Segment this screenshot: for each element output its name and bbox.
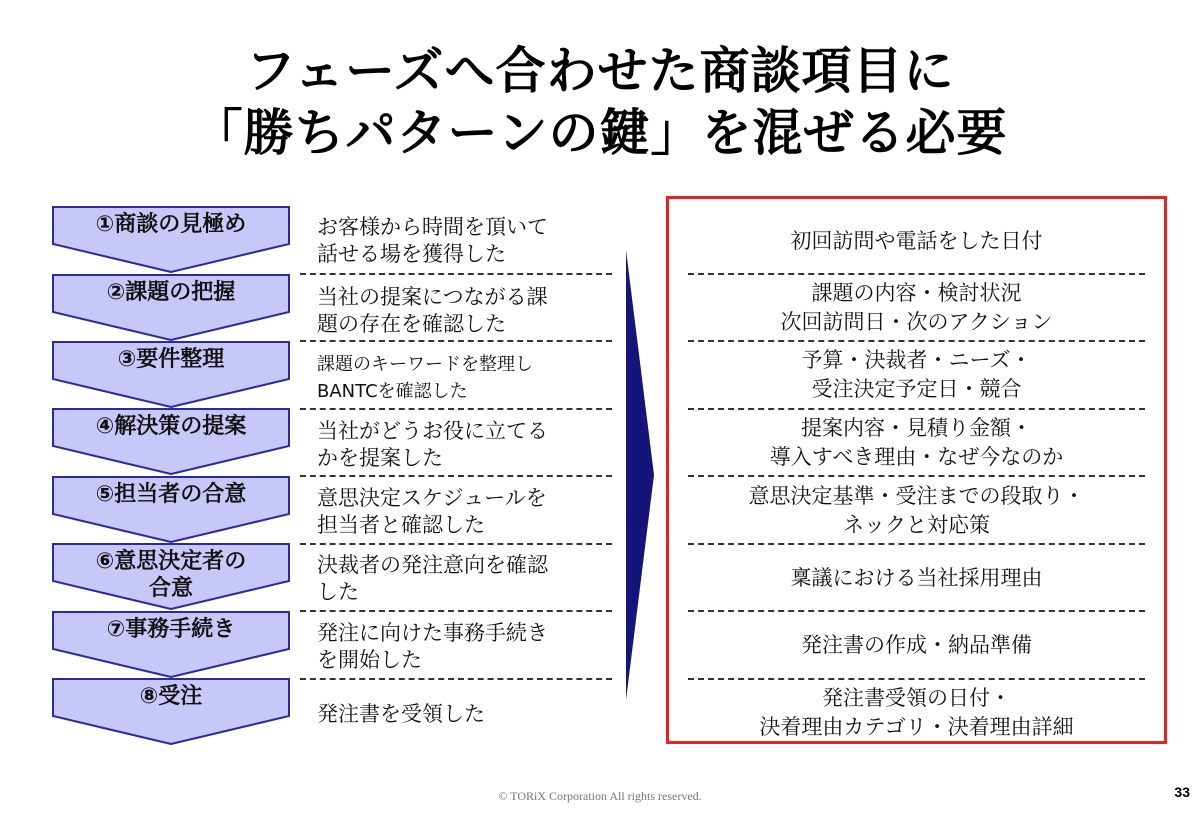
phase-description-1 — [317, 214, 617, 268]
row-divider — [300, 340, 612, 342]
phase-label: ⑤担当者の合意 — [95, 482, 247, 507]
description-line: 当社がどうお役に立てる — [317, 419, 548, 443]
phase-label: ⑧受注 — [139, 684, 203, 709]
page-number: 33 — [1174, 784, 1190, 800]
phase-description-3 — [317, 351, 617, 405]
right-arrow-icon — [622, 250, 658, 704]
phase-label: ④解決策の提案 — [95, 414, 247, 439]
phase-chevron-2 — [52, 274, 290, 341]
description-line: 発注に向けた事務手続き — [317, 621, 548, 645]
slide-title-line-1: フェーズへ合わせた商談項目に — [245, 42, 955, 100]
phase-chevron-5 — [52, 476, 290, 543]
row-divider — [300, 273, 612, 275]
key-line: 初回訪問や電話をした日付 — [790, 229, 1043, 253]
key-item-8 — [666, 684, 1167, 742]
key-line: 意思決定基準・受注までの段取り・ — [748, 484, 1085, 508]
key-line: 提案内容・見積り金額・ — [801, 416, 1032, 440]
key-line: 決着理由カテゴリ・決着理由詳細 — [759, 715, 1074, 739]
key-item-2 — [666, 279, 1167, 337]
row-divider — [688, 475, 1145, 477]
key-item-5 — [666, 482, 1167, 540]
row-divider — [300, 408, 612, 410]
row-divider — [688, 678, 1145, 680]
key-line: 導入すべき理由・なぜ今なのか — [769, 445, 1064, 469]
slide-title-line-2: 「勝ちパターンの鍵」を混ぜる必要 — [192, 104, 1008, 162]
description-line: BANTCを確認した — [317, 381, 468, 402]
phase-label-line-1: ⑥意思決定者の — [95, 549, 247, 574]
key-item-7 — [666, 631, 1167, 660]
phase-description-5 — [317, 485, 617, 539]
phase-label: ③要件整理 — [117, 347, 225, 372]
key-line: 予算・決裁者・ニーズ・ — [801, 348, 1032, 372]
row-divider — [688, 610, 1145, 612]
key-line: 稟議における当社採用理由 — [790, 566, 1043, 590]
phase-label: ①商談の見極め — [95, 212, 247, 237]
key-line: 受注決定予定日・競合 — [811, 377, 1022, 401]
description-line: かを提案した — [317, 446, 443, 470]
phase-label: ⑦事務手続き — [106, 617, 236, 642]
key-line: 発注書の作成・納品準備 — [801, 633, 1032, 657]
phase-description-2 — [317, 284, 617, 338]
description-line: 決裁者の発注意向を確認 — [317, 553, 548, 577]
row-divider — [688, 273, 1145, 275]
phase-label — [52, 548, 290, 602]
phase-chevron-3 — [52, 341, 290, 408]
description-line: 担当者と確認した — [317, 513, 485, 537]
key-line: 発注書受領の日付・ — [822, 686, 1011, 710]
description-line: 意思決定スケジュールを — [317, 486, 547, 510]
description-line: した — [317, 580, 359, 604]
row-divider — [300, 475, 612, 477]
key-item-3 — [666, 346, 1167, 404]
key-line: 次回訪問日・次のアクション — [780, 310, 1053, 334]
phase-chevron-6 — [52, 543, 290, 610]
key-item-4 — [666, 414, 1167, 472]
row-divider — [688, 340, 1145, 342]
phase-chevron-7 — [52, 611, 290, 678]
phase-chevron-4 — [52, 408, 290, 475]
row-divider — [300, 678, 612, 680]
phase-label-line-2: 合意 — [148, 576, 193, 601]
description-line: 当社の提案につながる課 — [317, 285, 548, 309]
key-line: 課題の内容・検討状況 — [811, 281, 1022, 305]
description-line: 課題のキーワードを整理し — [317, 354, 533, 375]
row-divider — [688, 543, 1145, 545]
description-line: 話せる場を獲得した — [317, 242, 506, 266]
phase-description-8 — [317, 701, 617, 728]
phase-description-4 — [317, 418, 617, 472]
description-line: お客様から時間を頂いて — [317, 215, 548, 239]
phase-description-7 — [317, 620, 617, 674]
row-divider — [300, 543, 612, 545]
slide-title — [0, 40, 1200, 164]
key-item-6 — [666, 564, 1167, 593]
description-line: 題の存在を確認した — [317, 312, 506, 336]
copyright-footer: © TORiX Corporation All rights reserved. — [498, 789, 702, 803]
key-line: ネックと対応策 — [843, 513, 990, 537]
description-line: 発注書を受領した — [317, 702, 485, 726]
phase-label: ②課題の把握 — [106, 280, 236, 305]
phase-chevron-1 — [52, 206, 290, 273]
description-line: を開始した — [317, 648, 422, 672]
row-divider — [300, 610, 612, 612]
row-divider — [688, 408, 1145, 410]
phase-chevron-8 — [52, 678, 290, 745]
phase-description-6 — [317, 552, 617, 606]
key-item-1 — [666, 227, 1167, 256]
